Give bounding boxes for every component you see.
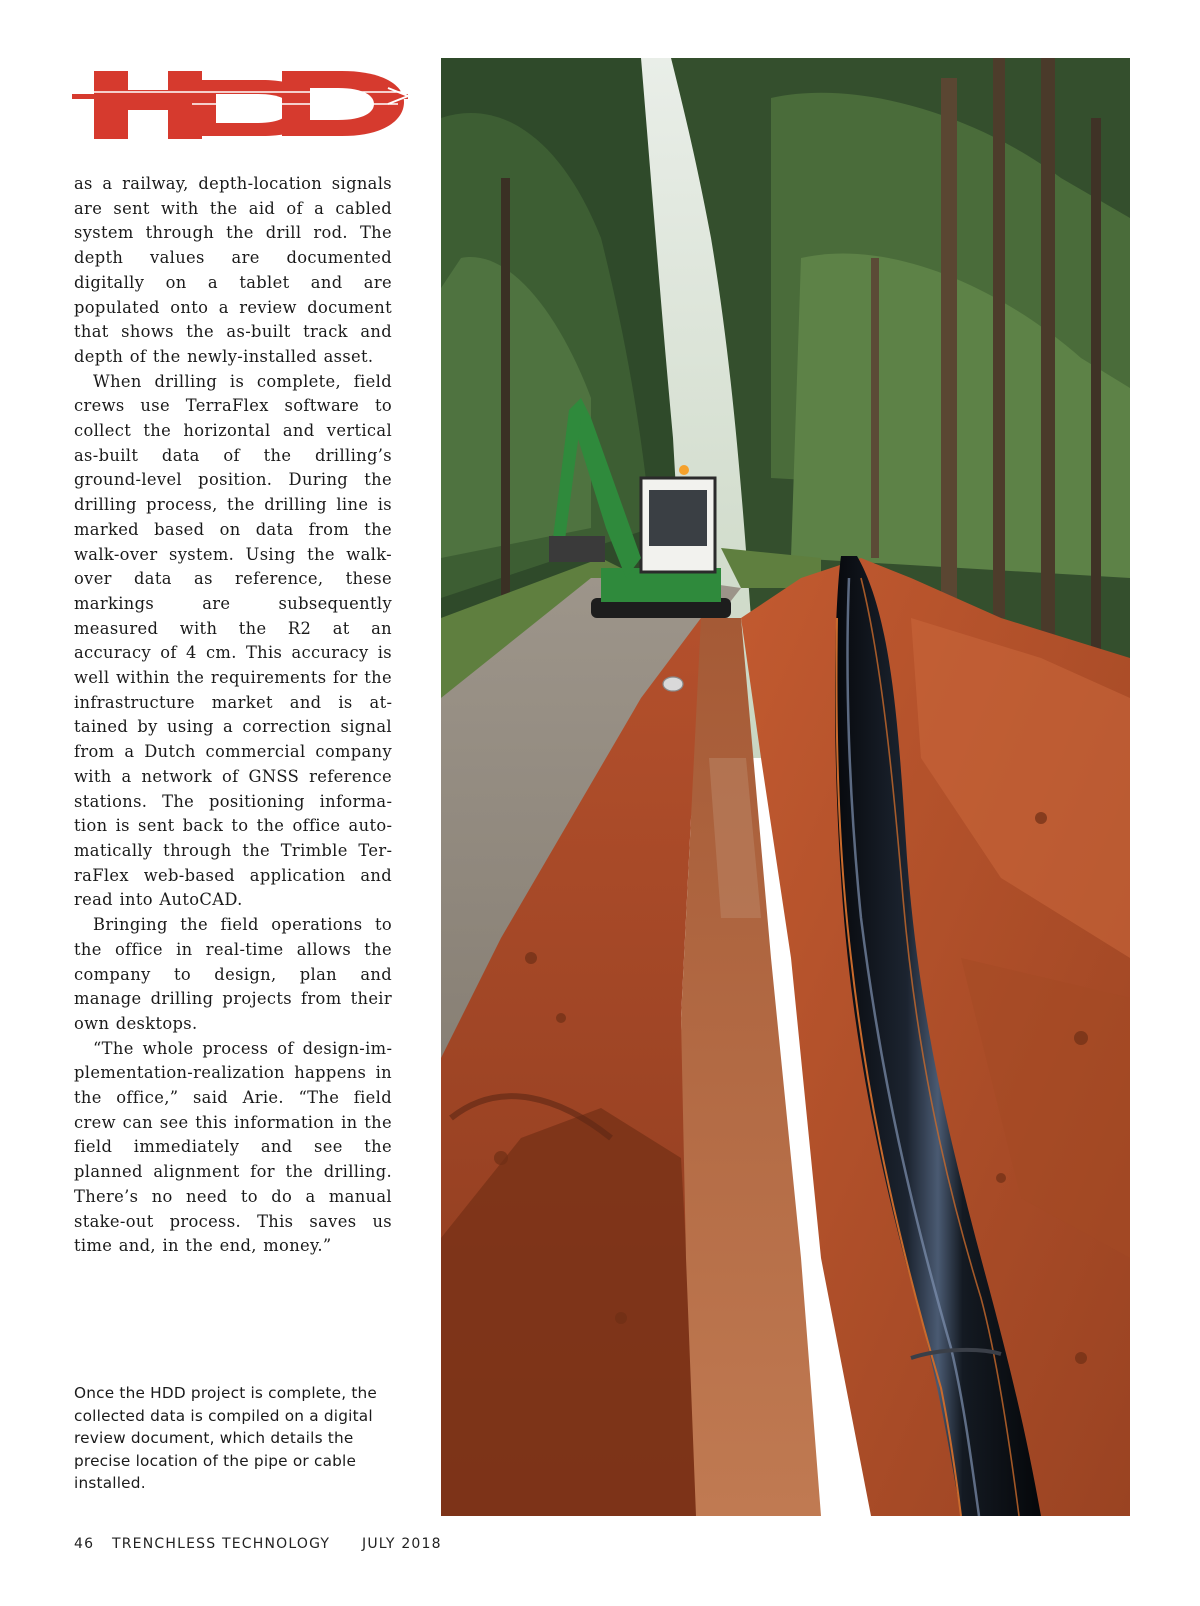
- article-paragraph: When drilling is complete, field crews use TerraFlex software to collect the horizontal and vertical as-built data of the drilling’s ground-level position. During the drilling process, the drilling line is marked based on data from the walk-over system. Using the walk-over data as reference, these markings are subsequently measured with the R2 at an accuracy of 4 cm. This accuracy is well within the requirements for the infrastructure market and is attained by using a correction signal from a Dutch commercial company with a network of GNSS reference stations. The positioning information is sent back to the office automatically through the Trimble TerraFlex web-based application and read into AutoCAD.: [74, 371, 392, 910]
- article-paragraph: as a railway, depth-location signals are sent with the aid of a cabled system through the drill rod. The depth values are documented digitally on a tablet and are populated onto a review document that shows the as-built track and depth of the newly-installed asset.: [74, 174, 392, 366]
- article-paragraph: “The whole process of design-implementation-realization happens in the office,” said Arie. “The field crew can see this information in the field immediately and see the planned alignment for the drilling. There’s no need to do a manual stake-out process. This saves us time and, in the end, money.”: [74, 1038, 392, 1256]
- photo-caption: Once the HDD project is complete, the collected data is compiled on a digital review document, which details the precise location of the pipe or cable installed.: [74, 1384, 378, 1493]
- hdd-logo: [72, 68, 408, 142]
- publication-name: TRENCHLESS TECHNOLOGY: [112, 1536, 331, 1552]
- article-paragraph: Bringing the field operations to the office in real-time allows the company to design, plan and manage drilling projects from their own desktops.: [74, 915, 392, 1033]
- article-body: [74, 172, 392, 1259]
- issue-date: JULY 2018: [362, 1536, 442, 1552]
- trench-photo: [441, 58, 1130, 1516]
- page-number: 46: [74, 1536, 95, 1552]
